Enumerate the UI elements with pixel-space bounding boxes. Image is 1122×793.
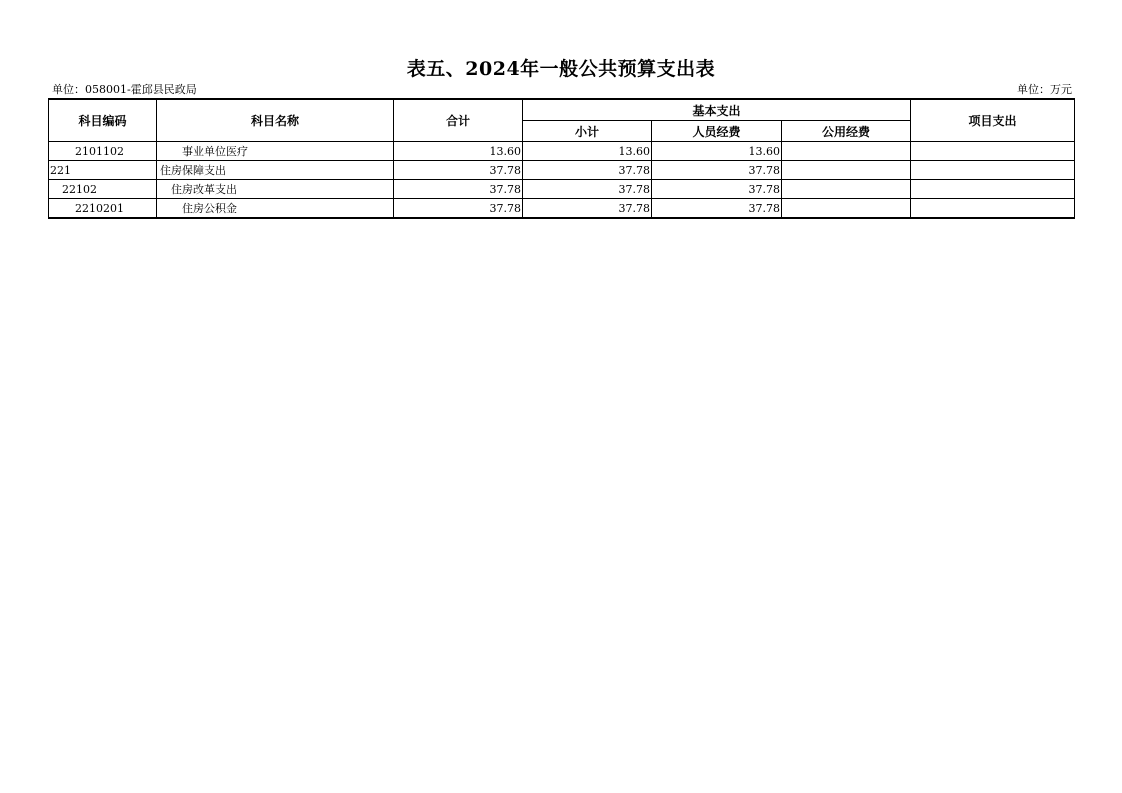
row-public — [782, 142, 911, 161]
row-name: 住房公积金 — [157, 199, 394, 219]
row-subtotal: 37.78 — [523, 180, 652, 199]
currency-unit-label: 单位：万元 — [1017, 83, 1072, 96]
row-personnel: 13.60 — [652, 142, 782, 161]
row-public — [782, 161, 911, 180]
header-project: 项目支出 — [911, 99, 1075, 142]
header-subtotal: 小计 — [523, 121, 652, 142]
row-total: 37.78 — [394, 199, 523, 219]
row-total: 37.78 — [394, 161, 523, 180]
row-project — [911, 180, 1075, 199]
row-project — [911, 142, 1075, 161]
unit-label: 单位：058001-霍邱县民政局 — [52, 83, 197, 96]
row-name: 住房改革支出 — [157, 180, 394, 199]
row-subtotal: 13.60 — [523, 142, 652, 161]
table-row — [49, 161, 1075, 180]
row-name: 住房保障支出 — [157, 161, 394, 180]
table-row — [49, 142, 1075, 161]
row-total: 37.78 — [394, 180, 523, 199]
row-total: 13.60 — [394, 142, 523, 161]
header-personnel: 人员经费 — [652, 121, 782, 142]
row-project — [911, 199, 1075, 219]
row-name: 事业单位医疗 — [157, 142, 394, 161]
row-personnel: 37.78 — [652, 199, 782, 219]
row-subtotal: 37.78 — [523, 199, 652, 219]
header-name: 科目名称 — [157, 99, 394, 142]
row-code: 2101102 — [49, 142, 157, 161]
row-public — [782, 180, 911, 199]
row-code: 221 — [49, 161, 157, 180]
row-public — [782, 199, 911, 219]
header-total: 合计 — [394, 99, 523, 142]
row-personnel: 37.78 — [652, 161, 782, 180]
page-title: 表五、2024年一般公共预算支出表 — [406, 58, 716, 80]
row-code: 22102 — [49, 180, 157, 199]
header-basic: 基本支出 — [523, 99, 911, 121]
budget-table — [48, 98, 1075, 219]
row-project — [911, 161, 1075, 180]
row-subtotal: 37.78 — [523, 161, 652, 180]
row-code: 2210201 — [49, 199, 157, 219]
header-public: 公用经费 — [782, 121, 911, 142]
header-code: 科目编码 — [49, 99, 157, 142]
row-personnel: 37.78 — [652, 180, 782, 199]
table-row — [49, 180, 1075, 199]
table-row — [49, 199, 1075, 219]
